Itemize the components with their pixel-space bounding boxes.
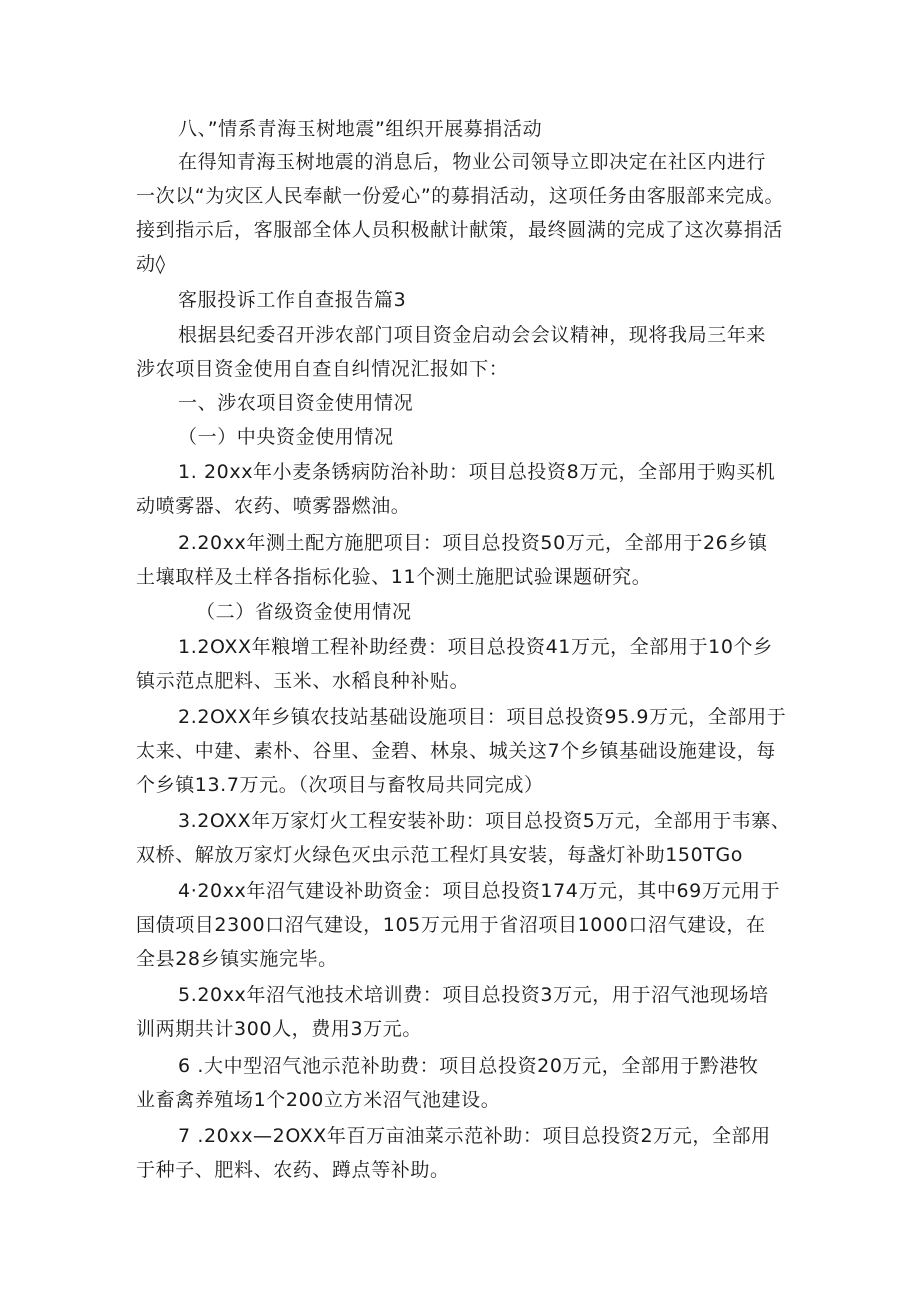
paragraph-line: 一次以“为灾区人民奉献一份爱心”的募捐活动，这项任务由客服部来完成。 [136, 185, 785, 207]
paragraph-line: 动◊ [136, 253, 166, 275]
list-item-line: 全县28乡镇实施完毕。 [136, 948, 338, 970]
list-item-line: 国债项目2300口沼气建设，105万元用于省沼项目1000口沼气建设，在 [136, 914, 766, 936]
list-item-line: 6 .大中型沼气池示范补助费：项目总投资20万元，全部用于黔港牧 [178, 1055, 759, 1077]
list-item-line: 土壤取样及土样各指标化验、11个测土施肥试验课题研究。 [136, 566, 652, 588]
paragraph-line: 接到指示后，客服部全体人员积极献计献策，最终圆满的完成了这次募捐活 [136, 219, 783, 241]
report-title: 客服投诉工作自查报告篇3 [178, 289, 407, 311]
subsection-heading: （二）省级资金使用情况 [196, 601, 412, 623]
list-item-line: 训两期共计300人，费用3万元。 [136, 1018, 422, 1040]
list-item-line: 5.20xx年沼气池技术培训费：项目总投资3万元，用于沼气池现场培 [178, 984, 769, 1006]
subsection-heading: （一）中央资金使用情况 [178, 426, 394, 448]
paragraph-line: 在得知青海玉树地震的消息后，物业公司领导立即决定在社区内进行 [178, 151, 767, 173]
list-item-line: 1.2OXX年粮增工程补助经费：项目总投资41万元，全部用于10个乡 [178, 636, 773, 658]
list-item-line: 于种子、肥料、农药、蹲点等补助。 [136, 1159, 450, 1181]
list-item-line: 个乡镇13.7万元。（次项目与畜牧局共同完成） [136, 774, 544, 796]
list-item-line: 太来、中建、素朴、谷里、金碧、林泉、城关这7个乡镇基础设施建设，每 [136, 740, 776, 762]
list-item-line: 镇示范点肥料、玉米、水稻良种补贴。 [136, 670, 470, 692]
section-heading: 一、涉农项目资金使用情况 [178, 392, 414, 414]
list-item-line: 业畜禽养殖场1个200立方米沼气池建设。 [136, 1089, 501, 1111]
list-item-line: 3.2OXX年万家灯火工程安装补助：项目总投资5万元，全部用于韦寨、 [178, 810, 791, 832]
list-item-line: 双桥、解放万家灯火绿色灭虫示范工程灯具安装，每盏灯补助150TGo [136, 844, 744, 866]
list-item-line: 2.20xx年测土配方施肥项目：项目总投资50万元，全部用于26乡镇 [178, 532, 768, 554]
paragraph-line: 根据县纪委召开涉农部门项目资金启动会会议精神，现将我局三年来 [178, 324, 767, 346]
list-item-line: 2.2OXX年乡镇农技站基础设施项目：项目总投资95.9万元，全部用于 [178, 706, 787, 728]
list-item-line: 1. 20xx年小麦条锈病防治补助：项目总投资8万元，全部用于购买机 [178, 461, 776, 483]
paragraph-line: 涉农项目资金使用自查自纠情况汇报如下： [136, 358, 509, 380]
list-item-line: 动喷雾器、农药、喷雾器燃油。 [136, 495, 411, 517]
list-item-line: 4·20xx年沼气建设补助资金：项目总投资174万元，其中69万元用于 [178, 880, 781, 902]
list-item-line: 7 .20xx—2OXX年百万亩油菜示范补助：项目总投资2万元，全部用 [178, 1125, 771, 1147]
section-heading: 八、”情系青海玉树地震”组织开展募捐活动 [178, 118, 543, 140]
